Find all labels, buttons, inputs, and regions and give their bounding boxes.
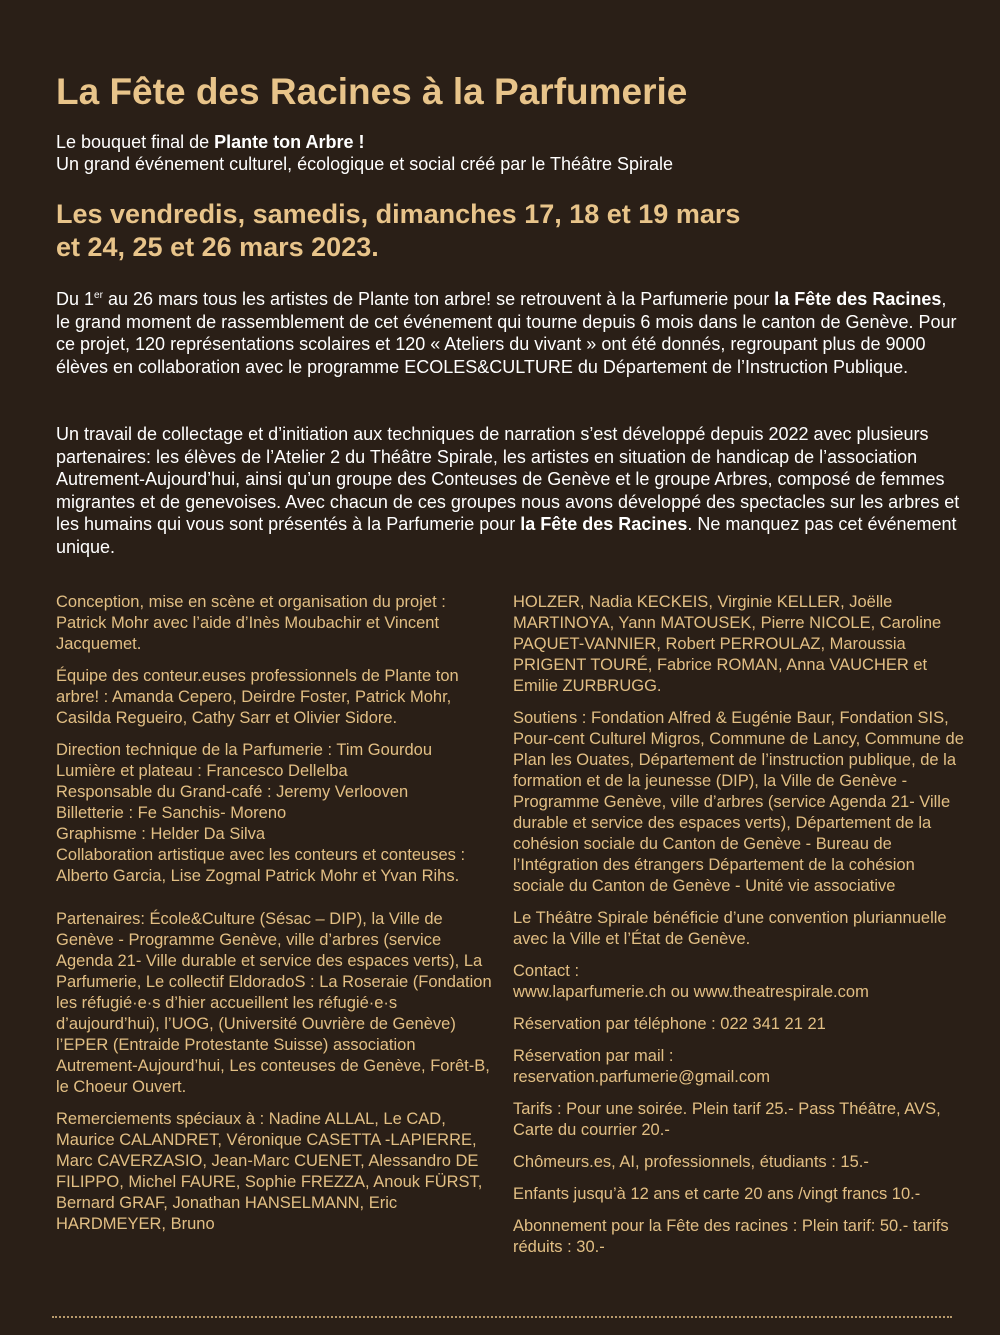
convention-note: Le Théâtre Spirale bénéficie d’une convention pluriannuelle avec la Ville et l’État de Genève. xyxy=(513,909,947,948)
event-dates xyxy=(56,198,956,264)
contact-label: Contact : xyxy=(513,962,580,980)
children-price: Enfants jusqu’à 12 ans et carte 20 ans /vingt francs 10.- xyxy=(513,1185,921,1203)
email-link[interactable]: reservation.parfumerie@gmail.com xyxy=(513,1068,771,1086)
storytellers-credit: Équipe des conteur.euses professionnels de Plante ton arbre! : Amanda Cepero, Deirdre Foster, Patrick Mohr, Casilda Regueiro, Cathy Sarr et Olivier Sidore. xyxy=(56,667,459,727)
sponsors: Soutiens : Fondation Alfred & Eugénie Baur, Fondation SIS, Pour-cent Culturel Migros, Commune de Lancy, Commune de Plan les Ouates, Département de l’instruction publique, de la formation et de la jeunesse (DIP), la Ville de Genève - Programme Genève, ville d’arbres (service Agenda 21- Ville durable et service des espaces verts), Département de la cohésion sociale du Canton de Genève - Bureau de l’Intégration des étrangers Département de la cohésion sociale du Canton de Genève - Unité vie associative xyxy=(513,709,964,895)
phone-reservation: Réservation par téléphone : 022 341 21 21 xyxy=(513,1015,826,1033)
thanks-part-2: HOLZER, Nadia KECKEIS, Virginie KELLER, Joëlle MARTINOYA, Yann MATOUSEK, Pierre NICOLE, Caroline PAQUET-VANNIER, Robert PERROULAZ, Maroussia PRIGENT TOURÉ, Fabrice ROMAN, Anna VAUCHER et Emilie ZURBRUGG. xyxy=(513,593,942,695)
artistic-collaboration: Collaboration artistique avec les conteurs et conteuses : Alberto Garcia, Lise Zogmal Patrick Mohr et Yvan Rihs. xyxy=(56,846,466,885)
mail-label: Réservation par mail : xyxy=(513,1047,674,1065)
subtitle-line-1: Le bouquet final de Plante ton Arbre ! xyxy=(56,132,365,152)
light-stage: Lumière et plateau : Francesco Dellelba xyxy=(56,762,348,780)
dotted-divider xyxy=(52,1316,952,1318)
subtitle xyxy=(56,131,956,175)
dates-line-2: et 24, 25 et 26 mars 2023. xyxy=(56,232,379,262)
mail-reservation xyxy=(513,1046,968,1088)
dates-line-1: Les vendredis, samedis, dimanches 17, 18 et 19 mars xyxy=(56,199,741,229)
partners: Partenaires: École&Culture (Sésac – DIP), la Ville de Genève - Programme Genève, ville d’arbres (service Agenda 21- Ville durable et service des espaces verts), La Parfumerie, Le collectif EldoradoS : La Roseraie (Fondation les réfugié·e·s d’hier accueillent les réfugié·e·s d’aujourd’hui), l’UOG, (Université Ouvrière de Genève) l’EPER (Entraide Protestante Suisse) association Autrement-Aujourd’hui, Les conteuses de Genève, Forêt-B, le Choeur Ouvert. xyxy=(56,910,492,1096)
intro-paragraph-1: Du 1er au 26 mars tous les artistes de Plante ton arbre! se retrouvent à la Parfumerie pour la Fête des Racines, le grand moment de rassemblement de cet événement qui tourne depuis 6 mois dans le canton de Genève. Pour ce projet, 120 représentations scolaires et 120 « Ateliers du vivant » ont été donnés, regroupant plus de 9000 élèves en collaboration avec le programme ECOLES&CULTURE du Département de l’Instruction Publique. xyxy=(56,289,957,377)
subtitle-line-2: Un grand événement culturel, écologique et social créé par le Théâtre Spirale xyxy=(56,154,674,174)
page-title: La Fête des Racines à la Parfumerie xyxy=(56,71,688,112)
ticketing: Billetterie : Fe Sanchis- Moreno xyxy=(56,804,287,822)
websites-link[interactable]: www.laparfumerie.ch ou www.theatrespirale.com xyxy=(513,983,869,1001)
credits-right-column xyxy=(513,592,968,1258)
technical-direction: Direction technique de la Parfumerie : Tim Gourdou xyxy=(56,741,433,759)
intro-paragraph-2: Un travail de collectage et d’initiation aux techniques de narration s’est développé depuis 2022 avec plusieurs partenaires: les élèves de l’Atelier 2 du Théâtre Spirale, les artistes en situation de handicap de l’association Autrement-Aujourd’hui, ainsi qu’un groupe des Conteuses de Genève et le groupe Arbres, composé de femmes migrantes et de genevoises. Avec chacun de ces groupes nous avons développé des spectacles sur les arbres et les humains qui vous sont présentés à la Parfumerie pour la Fête des Racines. Ne manquez pas cet événement unique. xyxy=(56,424,960,557)
project-name: Plante ton Arbre ! xyxy=(214,132,365,152)
conception-credit: Conception, mise en scène et organisation du projet : Patrick Mohr avec l’aide d’Inès Moubachir et Vincent Jacquemet. xyxy=(56,593,446,653)
reduced-price: Chômeurs.es, AI, professionnels, étudiants : 15.- xyxy=(513,1153,869,1171)
graphic-design: Graphisme : Helder Da Silva xyxy=(56,825,266,843)
prices: Tarifs : Pour une soirée. Plein tarif 25.- Pass Théâtre, AVS, Carte du courrier 20.- xyxy=(513,1100,941,1139)
cafe-manager: Responsable du Grand-café : Jeremy Verlooven xyxy=(56,783,409,801)
subscription-price: Abonnement pour la Fête des racines : Plein tarif: 50.- tarifs réduits : 30.- xyxy=(513,1217,949,1256)
technical-credits xyxy=(56,740,496,887)
credits-left-column xyxy=(56,592,496,1235)
thanks-part-1: Remerciements spéciaux à : Nadine ALLAL, Le CAD, Maurice CALANDRET, Véronique CASETTA -LAPIERRE, Marc CAVERZASIO, Jean-Marc CUENET, Alessandro DE FILIPPO, Michel FAURE, Sophie FREZZA, Anouk FÜRST, Bernard GRAF, Jonathan HANSELMANN, Eric HARDMEYER, Bruno xyxy=(56,1110,483,1233)
contact-block xyxy=(513,961,968,1003)
